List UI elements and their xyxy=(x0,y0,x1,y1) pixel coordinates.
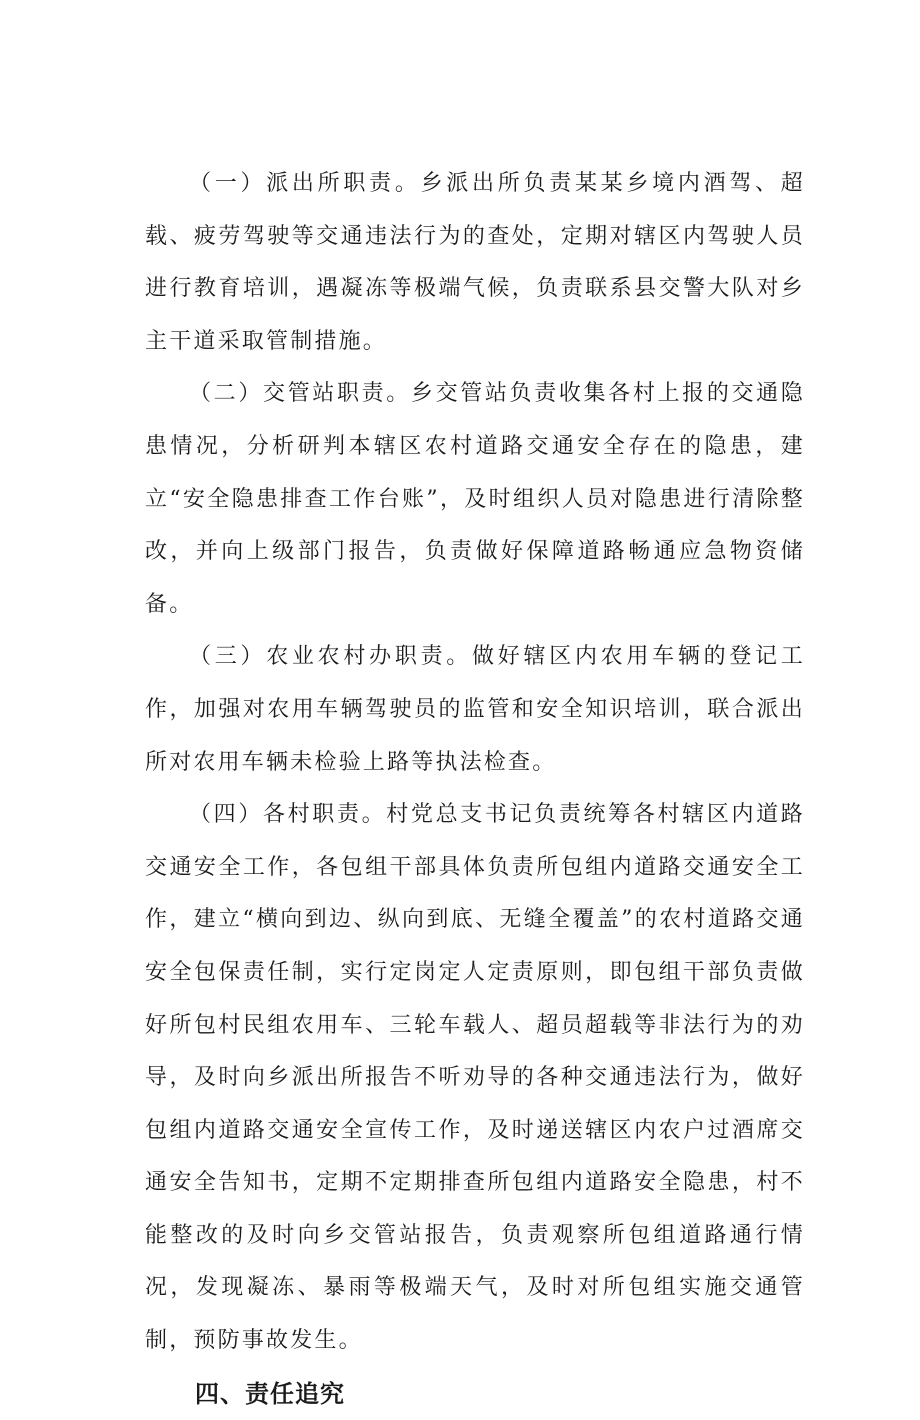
paragraph-village-duties: （四）各村职责。村党总支书记负责统筹各村辖区内道路交通安全工作，各包组干部具体负责所包组内道路交通安全工作，建立“横向到边、纵向到底、无缝全覆盖”的农村道路交通安全包保责任制，实行定岗定人定责原则，即包组干部负责做好所包村民组农用车、三轮车载人、超员超载等非法行为的劝导，及时向乡派出所报告不听劝导的各种交通违法行为，做好包组内道路交通安全宣传工作，及时递送辖区内农户过酒席交通安全告知书，定期不定期排查所包组内道路安全隐患，村不能整改的及时向乡交管站报告，负责观察所包组道路通行情况，发现凝冻、暴雨等极端天气，及时对所包组实施交通管制，预防事故发生。 xyxy=(145,802,805,1354)
section-heading-accountability: 四、责任追究 xyxy=(195,1379,345,1408)
paragraph-agriculture-office-duties: （三）农业农村办职责。做好辖区内农用车辆的登记工作，加强对农用车辆驾驶员的监管和安全知识培训，联合派出所对农用车辆未检验上路等执法检查。 xyxy=(145,644,805,775)
document-body xyxy=(145,158,805,1420)
paragraph-police-station-duties: （一）派出所职责。乡派出所负责某某乡境内酒驾、超载、疲劳驾驶等交通违法行为的查处，定期对辖区内驾驶人员进行教育培训，遇凝冻等极端气候，负责联系县交警大队对乡主干道采取管制措施。 xyxy=(145,171,805,354)
paragraph-traffic-station-duties: （二）交管站职责。乡交管站负责收集各村上报的交通隐患情况，分析研判本辖区农村道路交通安全存在的隐患，建立“安全隐患排查工作台账”，及时组织人员对隐患进行清除整改，并向上级部门报告，负责做好保障道路畅通应急物资储备。 xyxy=(145,381,805,617)
